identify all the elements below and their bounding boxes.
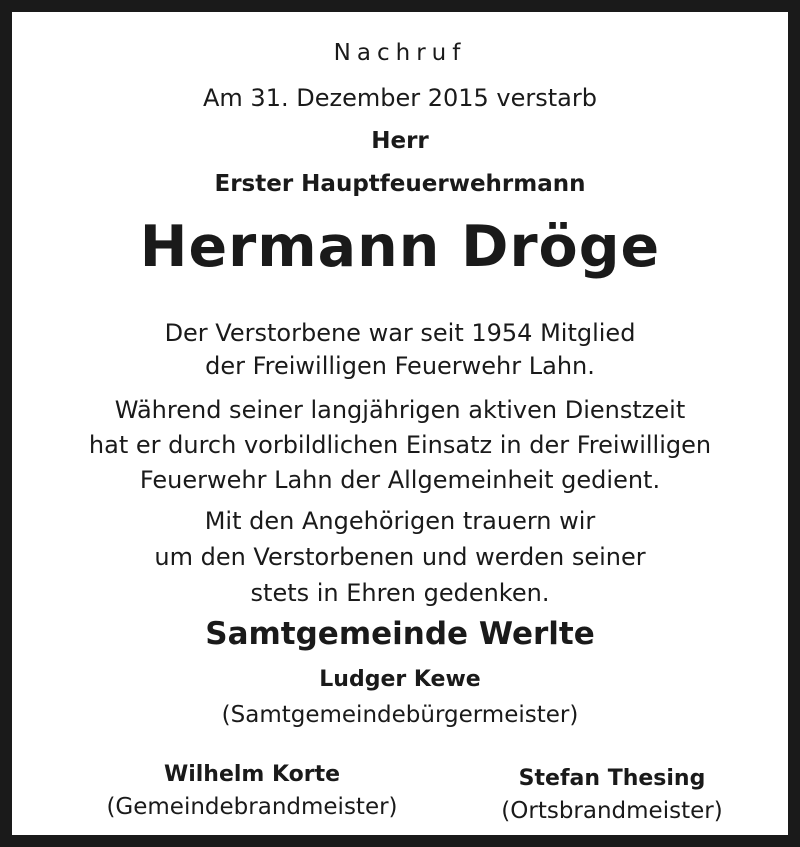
mayor-name: Ludger Kewe bbox=[319, 667, 481, 692]
signatory-left bbox=[82, 760, 422, 824]
paragraph-line: Feuerwehr Lahn der Allgemeinheit gedient. bbox=[139, 466, 661, 494]
signatory-title: (Gemeindebrandmeister) bbox=[106, 794, 398, 820]
paragraph-mourning bbox=[24, 503, 776, 611]
signatory-right bbox=[442, 764, 782, 828]
paragraph-membership bbox=[24, 317, 776, 383]
date-line: Am 31. Dezember 2015 verstarb bbox=[203, 84, 597, 112]
paragraph-line: stets in Ehren gedenken. bbox=[250, 579, 550, 607]
paragraph-line: der Freiwilligen Feuerwehr Lahn. bbox=[205, 352, 595, 380]
organization-name: Samtgemeinde Werlte bbox=[205, 616, 595, 652]
deceased-name: Hermann Dröge bbox=[139, 214, 661, 280]
paragraph-line: um den Verstorbenen und werden seiner bbox=[154, 543, 646, 571]
paragraph-line: Der Verstorbene war seit 1954 Mitglied bbox=[164, 319, 636, 347]
notice-heading: Nachruf bbox=[333, 40, 467, 66]
signatory-title: (Ortsbrandmeister) bbox=[501, 798, 723, 824]
paragraph-service bbox=[24, 393, 776, 498]
signatory-name: Wilhelm Korte bbox=[163, 762, 341, 787]
paragraph-line: Mit den Angehörigen trauern wir bbox=[204, 507, 596, 535]
paragraph-line: hat er durch vorbildlichen Einsatz in der Freiwilligen bbox=[88, 431, 712, 459]
salutation: Herr bbox=[371, 128, 429, 154]
paragraph-line: Während seiner langjährigen aktiven Dienstzeit bbox=[114, 396, 686, 424]
signatory-name: Stefan Thesing bbox=[518, 766, 706, 791]
rank-title: Erster Hauptfeuerwehrmann bbox=[214, 171, 586, 197]
mayor-title: (Samtgemeindebürgermeister) bbox=[221, 702, 579, 728]
